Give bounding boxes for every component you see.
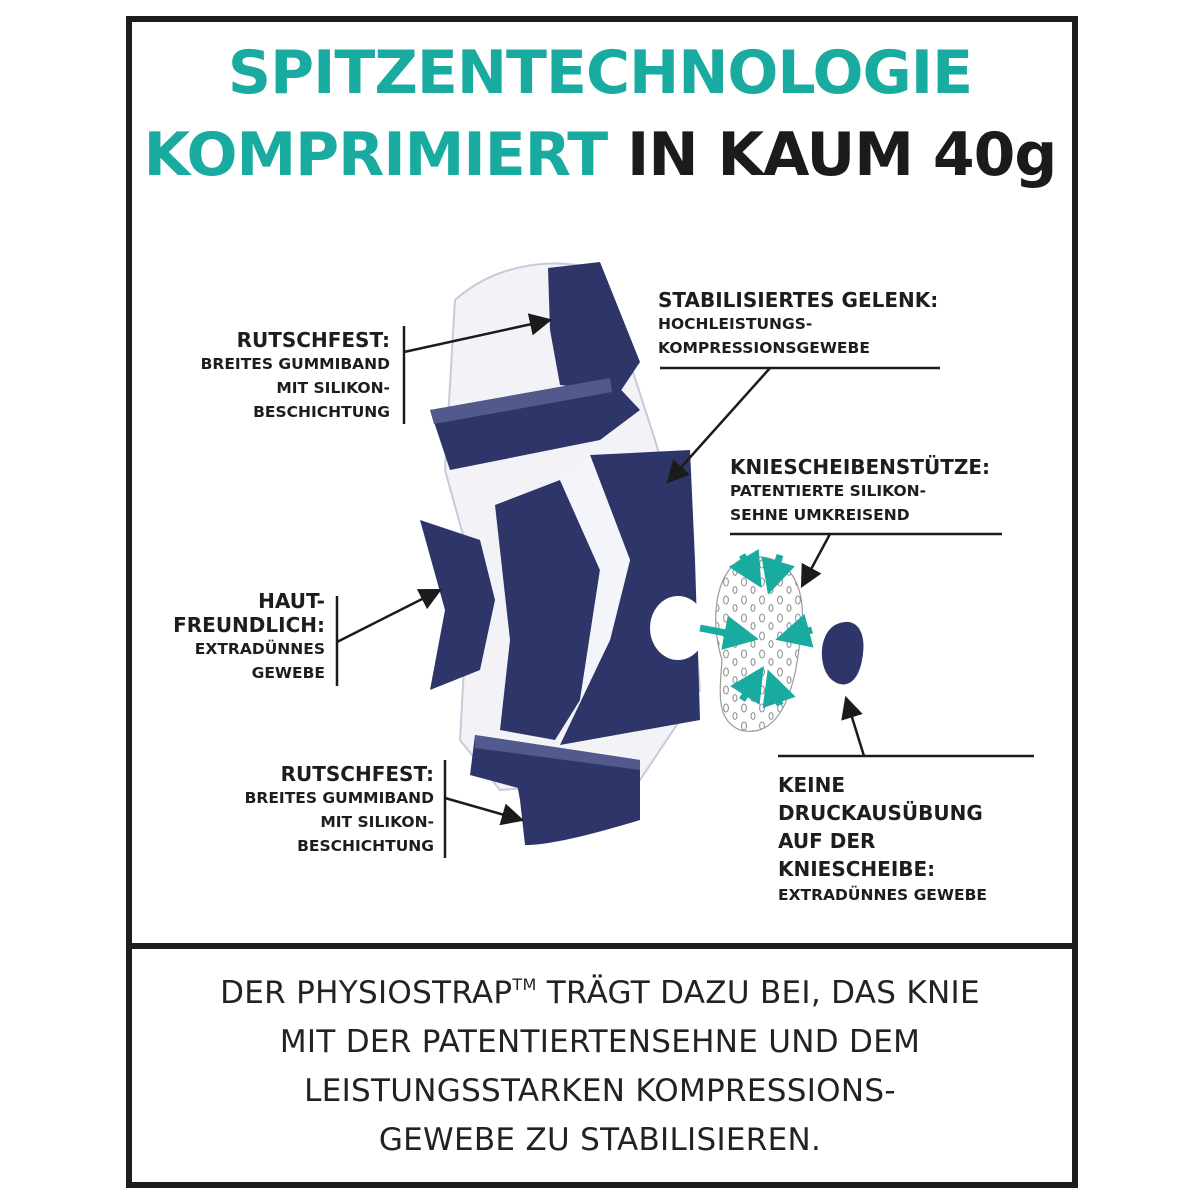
label-line: PATENTIERTE SILIKON- — [730, 482, 927, 500]
label-line: MIT SILIKON- — [320, 813, 434, 831]
label-heading: FREUNDLICH: — [173, 613, 325, 637]
label-line: BESCHICHTUNG — [297, 837, 434, 855]
label-heading: KNIESCHEIBE: — [778, 857, 936, 881]
patella-hole — [650, 596, 706, 660]
label-line: BESCHICHTUNG — [253, 403, 390, 421]
title-line2-teal: KOMPRIMIERT — [143, 120, 608, 190]
label-rutschfest-top — [150, 328, 390, 424]
footer-line3: LEISTUNGSSTARKEN KOMPRESSIONS- — [304, 1073, 896, 1109]
label-stabilisiertes-gelenk — [658, 288, 978, 360]
label-heading: DRUCKAUSÜBUNG — [778, 801, 983, 825]
label-line: SEHNE UMKREISEND — [730, 506, 910, 524]
label-line: HOCHLEISTUNGS- — [658, 315, 813, 333]
label-line: MIT SILIKON- — [276, 379, 390, 397]
footer-line1-pre: DER PHYSIOSTRAP — [220, 975, 513, 1011]
label-heading: KNIESCHEIBENSTÜTZE: — [730, 455, 990, 479]
title-line1: SPITZENTECHNOLOGIE — [227, 38, 973, 108]
label-heading: STABILISIERTES GELENK: — [658, 288, 939, 312]
label-heading: RUTSCHFEST: — [280, 762, 434, 786]
label-line: EXTRADÜNNES GEWEBE — [778, 886, 987, 904]
label-line: BREITES GUMMIBAND — [244, 789, 434, 807]
label-heading: HAUT- — [258, 589, 325, 613]
label-keine-druckausuebung — [778, 771, 1048, 907]
kneecap — [822, 622, 864, 685]
footer-text — [0, 960, 1200, 1165]
label-rutschfest-bottom — [190, 762, 434, 858]
label-kniescheibenstuetze — [730, 455, 1020, 527]
label-line: BREITES GUMMIBAND — [200, 355, 390, 373]
label-heading: AUF DER — [778, 829, 876, 853]
label-line: EXTRADÜNNES — [194, 640, 325, 658]
trademark: TM — [512, 975, 537, 994]
footer-line4: GEWEBE ZU STABILISIEREN. — [378, 1122, 822, 1158]
footer-line2: MIT DER PATENTIERTENSEHNE UND DEM — [279, 1024, 921, 1060]
label-line: KOMPRESSIONSGEWEBE — [658, 339, 870, 357]
label-line: GEWEBE — [251, 664, 325, 682]
footer-line1-post: TRÄGT DAZU BEI, DAS KNIE — [536, 975, 980, 1011]
label-heading: RUTSCHFEST: — [236, 328, 390, 352]
top-band — [548, 262, 640, 392]
title-line2-dark: IN KAUM 40g — [627, 120, 1057, 190]
label-heading: KEINE — [778, 773, 846, 797]
label-hautfreundlich — [140, 589, 325, 685]
silicone-tendon — [716, 557, 803, 731]
